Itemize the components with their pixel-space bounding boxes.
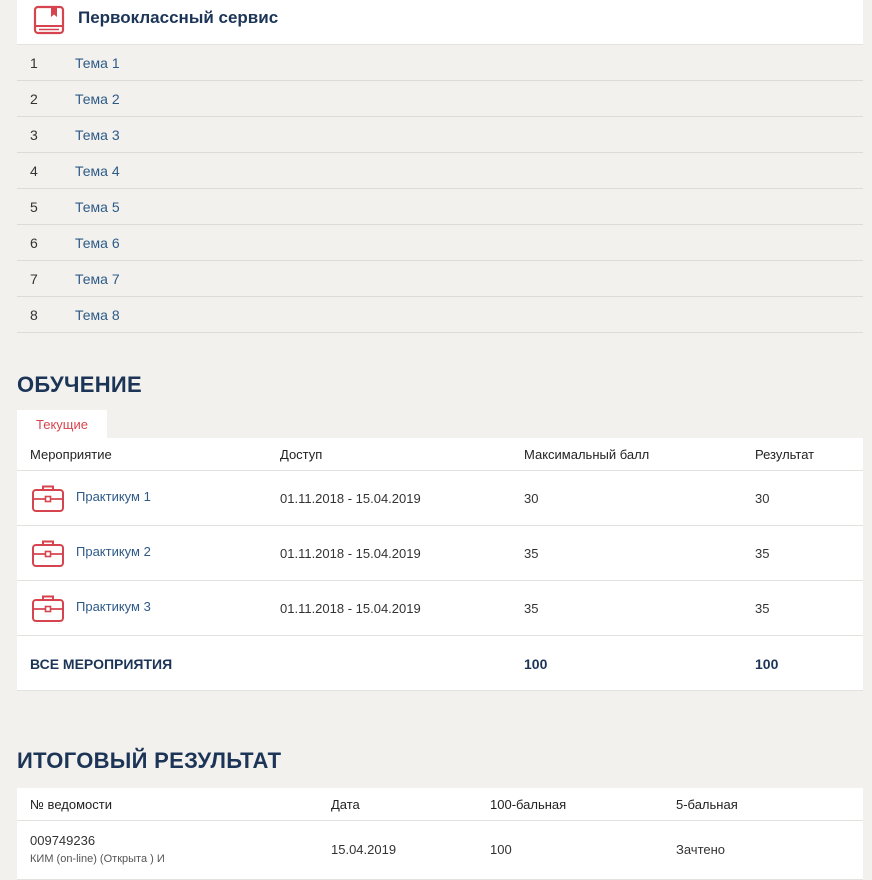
topic-row	[17, 81, 863, 117]
briefcase-icon	[31, 483, 65, 518]
statement-score-100: 100	[490, 842, 512, 857]
briefcase-icon	[31, 538, 65, 573]
column-header-score-5: 5-бальная	[676, 797, 738, 812]
learning-section-title: ОБУЧЕНИЕ	[17, 372, 142, 397]
table-row	[17, 581, 863, 636]
statement-number: 009749236	[30, 833, 96, 848]
topic-link-4[interactable]: Тема 4	[75, 163, 120, 179]
column-header-score-100: 100-бальная	[490, 797, 567, 812]
topic-number: 7	[30, 271, 38, 287]
total-result: 100	[755, 656, 779, 672]
event-result: 30	[755, 491, 770, 506]
column-header-access: Доступ	[280, 447, 323, 462]
topic-link-7[interactable]: Тема 7	[75, 271, 120, 287]
topic-row	[17, 297, 863, 333]
topics-list	[17, 45, 863, 333]
book-icon	[33, 4, 65, 41]
event-result: 35	[755, 601, 770, 616]
total-max-score: 100	[524, 656, 548, 672]
event-max-score: 35	[524, 546, 539, 561]
event-link-3[interactable]: Практикум 3	[76, 599, 151, 614]
final-table-header	[17, 788, 863, 821]
statement-score-5: Зачтено	[676, 842, 726, 857]
statement-date: 15.04.2019	[331, 842, 397, 857]
topic-link-8[interactable]: Тема 8	[75, 307, 120, 323]
topic-number: 1	[30, 55, 38, 71]
event-access: 01.11.2018 - 15.04.2019	[280, 601, 421, 616]
topic-link-2[interactable]: Тема 2	[75, 91, 120, 107]
learning-table	[17, 438, 863, 691]
topic-row	[17, 45, 863, 81]
final-result-table	[17, 788, 863, 880]
statement-subtitle: КИМ (on-line) (Открыта ) И	[30, 853, 165, 865]
topic-number: 5	[30, 199, 38, 215]
topic-row	[17, 153, 863, 189]
topic-link-1[interactable]: Тема 1	[75, 55, 120, 71]
event-result: 35	[755, 546, 770, 561]
event-max-score: 30	[524, 491, 539, 506]
table-total-row	[17, 636, 863, 691]
total-label: ВСЕ МЕРОПРИЯТИЯ	[30, 656, 173, 672]
topic-number: 3	[30, 127, 38, 143]
topic-number: 8	[30, 307, 38, 323]
event-access: 01.11.2018 - 15.04.2019	[280, 491, 421, 506]
topic-number: 6	[30, 235, 38, 251]
topic-row	[17, 189, 863, 225]
topic-number: 4	[30, 163, 38, 179]
column-header-result: Результат	[755, 447, 815, 462]
column-header-date: Дата	[331, 797, 360, 812]
final-result-section-title: ИТОГОВЫЙ РЕЗУЛЬТАТ	[17, 748, 282, 773]
column-header-event: Мероприятие	[30, 447, 112, 462]
table-row	[17, 821, 863, 880]
event-max-score: 35	[524, 601, 539, 616]
learning-table-header	[17, 438, 863, 471]
briefcase-icon	[31, 593, 65, 628]
tab-current[interactable]: Текущие	[17, 410, 107, 438]
event-link-2[interactable]: Практикум 2	[76, 544, 151, 559]
topic-link-6[interactable]: Тема 6	[75, 235, 120, 251]
event-access: 01.11.2018 - 15.04.2019	[280, 546, 421, 561]
column-header-max-score: Максимальный балл	[524, 447, 650, 462]
topic-row	[17, 117, 863, 153]
topic-link-5[interactable]: Тема 5	[75, 199, 120, 215]
event-link-1[interactable]: Практикум 1	[76, 489, 151, 504]
topic-row	[17, 225, 863, 261]
table-row	[17, 471, 863, 526]
course-header	[17, 0, 863, 45]
topic-number: 2	[30, 91, 38, 107]
topic-link-3[interactable]: Тема 3	[75, 127, 120, 143]
table-row	[17, 526, 863, 581]
course-title: Первоклассный сервис	[78, 8, 279, 27]
topic-row	[17, 261, 863, 297]
column-header-statement-number: № ведомости	[30, 797, 112, 812]
